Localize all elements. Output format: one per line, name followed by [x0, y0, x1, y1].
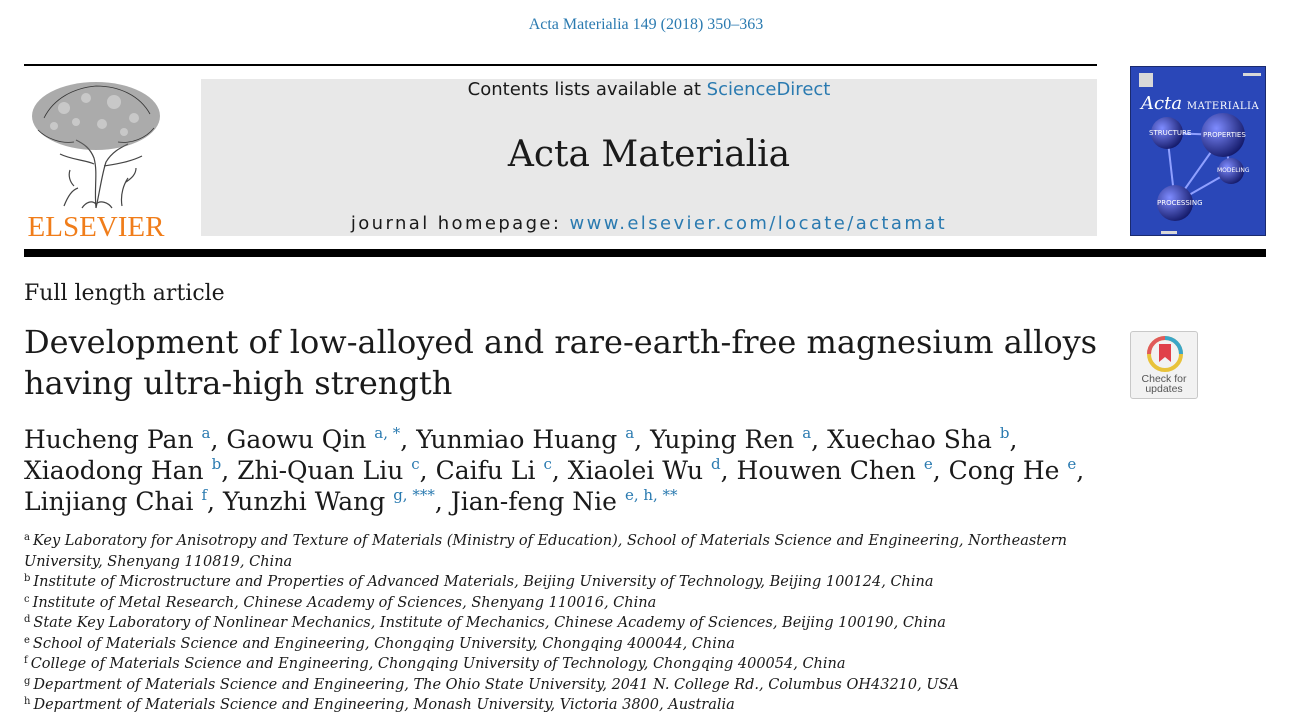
affiliation-item: [24, 613, 1099, 634]
affiliation-text: Department of Materials Science and Engineering, Monash University, Victoria 3800, Australia: [33, 697, 735, 713]
author-affiliation-marker[interactable]: a, *: [374, 424, 401, 442]
affiliation-text: College of Materials Science and Engineering, Chongqing University of Technology, Chongqing 400054, China: [30, 656, 846, 672]
affiliation-item: [24, 572, 1099, 593]
author-affiliation-marker[interactable]: b: [211, 455, 222, 473]
affiliation-key: g: [24, 675, 31, 687]
cover-title: Acta MATERIALIA: [1141, 93, 1260, 114]
affiliation-item: [24, 675, 1099, 696]
author-affiliation-marker[interactable]: a: [802, 424, 812, 442]
author-affiliation-marker[interactable]: a: [201, 424, 211, 442]
author-affiliation-marker[interactable]: e: [923, 455, 933, 473]
affiliation-item: [24, 695, 1099, 716]
affiliation-item: [24, 634, 1099, 655]
cover-node-modeling: MODELING: [1217, 167, 1250, 174]
affiliation-text: Institute of Microstructure and Properties of Advanced Materials, Beijing University of Technology, Beijing 100124, China: [33, 574, 934, 590]
affiliation-key: f: [24, 655, 28, 666]
author-name[interactable]: Xiaolei Wu: [567, 456, 704, 485]
author-affiliation-marker[interactable]: d: [711, 455, 721, 473]
author[interactable]: Caifu Li $^c$,: [435, 455, 560, 485]
author-name[interactable]: Caifu Li: [435, 456, 536, 485]
journal-banner: [201, 79, 1097, 236]
author-name[interactable]: Gaowu Qin: [226, 425, 367, 454]
author-affiliation-marker[interactable]: c: [411, 455, 420, 473]
author[interactable]: Linjiang Chai $^f$,: [24, 486, 215, 516]
author[interactable]: Gaowu Qin $^{a, *}$,: [226, 424, 409, 454]
author-name[interactable]: Xuechao Sha: [827, 425, 992, 454]
author-name[interactable]: Zhi-Quan Liu: [237, 456, 404, 485]
affiliation-item: [24, 654, 1099, 675]
cover-node-properties: PROPERTIES: [1203, 131, 1246, 139]
elsevier-logo[interactable]: [24, 78, 168, 243]
affiliation-key: b: [24, 573, 31, 584]
homepage-prefix: journal homepage:: [350, 213, 570, 234]
affiliation-key: a: [24, 532, 30, 543]
affiliation-item: [24, 531, 1099, 572]
author-list: [24, 424, 1124, 517]
journal-name: Acta Materialia: [507, 134, 791, 175]
affiliation-text: School of Materials Science and Engineering, Chongqing University, Chongqing 400044, China: [32, 635, 735, 652]
author[interactable]: Houwen Chen $^e$,: [736, 455, 941, 485]
citation-link[interactable]: Acta Materialia 149 (2018) 350–363: [528, 16, 764, 33]
author[interactable]: Xuechao Sha $^b$,: [827, 424, 1018, 454]
header-rule: [24, 64, 1097, 66]
author-name[interactable]: Cong He: [948, 456, 1060, 485]
author-name[interactable]: Linjiang Chai: [24, 487, 194, 516]
check-updates-label: Check for updates: [1141, 373, 1187, 395]
author-name[interactable]: Houwen Chen: [736, 456, 916, 485]
author[interactable]: Yunzhi Wang $^{g, ***}$,: [222, 486, 443, 516]
author[interactable]: Xiaolei Wu $^d$,: [567, 455, 729, 485]
contents-prefix: Contents lists available at: [467, 79, 707, 100]
author-name[interactable]: Jian-feng Nie: [450, 487, 617, 516]
affiliation-item: [24, 593, 1099, 614]
affiliation-list: [24, 531, 1099, 716]
affiliation-text: Institute of Metal Research, Chinese Academy of Sciences, Shenyang 110016, China: [32, 594, 657, 611]
journal-cover[interactable]: [1130, 66, 1266, 236]
author-affiliation-marker[interactable]: e: [1067, 455, 1077, 473]
author-affiliation-marker[interactable]: b: [999, 424, 1010, 442]
author-affiliation-marker[interactable]: c: [543, 455, 552, 473]
article-type: Full length article: [24, 281, 225, 306]
author[interactable]: Yuping Ren $^a$,: [650, 424, 820, 454]
author-affiliation-marker[interactable]: f: [201, 486, 208, 504]
elsevier-wordmark: ELSEVIER: [27, 211, 165, 243]
author[interactable]: Yunmiao Huang $^a$,: [416, 424, 643, 454]
author-affiliation-marker[interactable]: a: [625, 424, 635, 442]
banner-rule: [24, 249, 1266, 257]
contents-line: [201, 79, 1097, 101]
cover-node-processing: PROCESSING: [1157, 199, 1203, 207]
affiliation-text: State Key Laboratory of Nonlinear Mechanics, Institute of Mechanics, Chinese Academy of Sciences, Beijing 100190, China: [33, 615, 946, 631]
cover-node-structure: STRUCTURE: [1149, 129, 1192, 137]
author[interactable]: [451, 487, 678, 516]
check-for-updates-button[interactable]: [1130, 331, 1198, 399]
homepage-line: [201, 213, 1097, 235]
author-affiliation-marker[interactable]: g, ***: [393, 486, 435, 504]
author[interactable]: Hucheng Pan $^a$,: [24, 424, 219, 454]
author-name[interactable]: Hucheng Pan: [24, 425, 194, 454]
affiliation-key: c: [24, 593, 30, 605]
journal-homepage-link[interactable]: www.elsevier.com/locate/actamat: [569, 213, 948, 234]
author-name[interactable]: Yunzhi Wang: [222, 487, 386, 516]
journal-citation[interactable]: [0, 16, 1292, 34]
affiliation-text: Key Laboratory for Anisotropy and Texture of Materials (Ministry of Education), School of Materials Science and Engineering, Northeastern University, Shenyang 110819, China: [24, 533, 1067, 570]
author[interactable]: Cong He $^e$,: [948, 455, 1085, 485]
affiliation-key: h: [24, 696, 31, 707]
author-name[interactable]: Yunmiao Huang: [416, 425, 618, 454]
affiliation-key: e: [24, 634, 30, 646]
author[interactable]: Xiaodong Han $^b$,: [24, 455, 230, 485]
author-name[interactable]: Yuping Ren: [650, 425, 795, 454]
affiliation-text: Department of Materials Science and Engineering, The Ohio State University, 2041 N. College Rd., Columbus OH43210, USA: [33, 676, 959, 693]
affiliation-key: d: [24, 614, 31, 625]
author[interactable]: Zhi-Quan Liu $^c$,: [237, 455, 428, 485]
article-title: Development of low-alloyed and rare-earth-free magnesium alloys having ultra-high strength: [24, 323, 1098, 402]
check-updates-icon: [1147, 336, 1183, 374]
elsevier-tree-icon: [24, 78, 168, 210]
author-name[interactable]: Xiaodong Han: [24, 456, 204, 485]
author-affiliation-marker[interactable]: e, h, **: [624, 486, 678, 504]
sciencedirect-link[interactable]: ScienceDirect: [706, 79, 831, 100]
